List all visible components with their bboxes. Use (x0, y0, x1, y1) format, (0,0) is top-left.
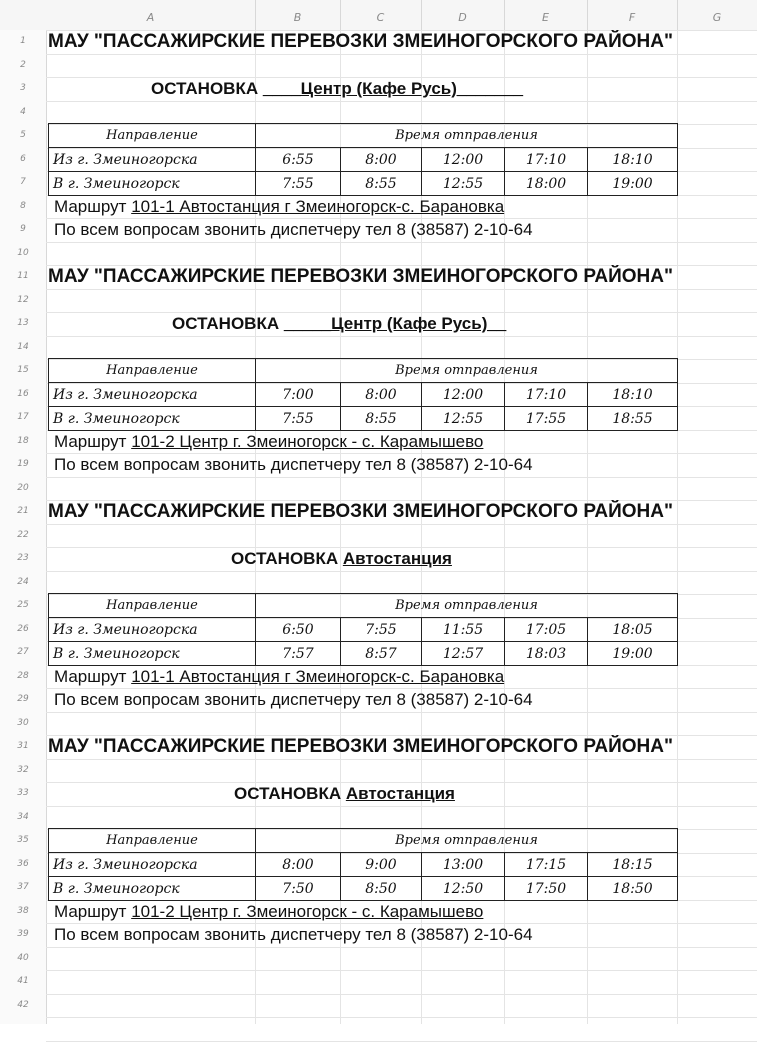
route-line (54, 195, 504, 219)
departure-time-cell[interactable]: 12:55 (422, 172, 505, 196)
direction-label: В г. Змеиногорск (49, 642, 256, 666)
departure-time-cell[interactable]: 6:50 (256, 618, 341, 642)
departure-time-cell[interactable]: 18:50 (588, 877, 678, 901)
dispatcher-contact: По всем вопросам звонить диспетчеру тел 8 (38587) 2-10-64 (54, 925, 533, 944)
row-header-29[interactable]: 29 (17, 694, 29, 704)
row-header-26[interactable]: 26 (17, 623, 29, 634)
departure-time-cell[interactable]: 17:15 (505, 853, 588, 877)
departure-time-cell[interactable]: 7:57 (256, 642, 341, 666)
departure-time-cell[interactable]: 11:55 (422, 618, 505, 642)
direction-label: В г. Змеиногорск (49, 407, 256, 431)
schedule-row-from-zmeinogorsk (49, 148, 678, 172)
route-line (54, 665, 504, 689)
departure-time-cell[interactable]: 12:00 (422, 148, 505, 172)
departure-time-cell[interactable]: 12:00 (422, 383, 505, 407)
row-header-11[interactable]: 11 (17, 271, 29, 281)
row-header-7[interactable]: 7 (20, 177, 26, 187)
row-header-17[interactable]: 17 (17, 412, 29, 422)
column-header-f[interactable]: F (628, 11, 636, 24)
departure-time-cell[interactable]: 8:50 (341, 877, 422, 901)
departure-time-cell[interactable]: 12:50 (422, 877, 505, 901)
departure-time-cell[interactable]: 19:00 (588, 642, 678, 666)
stop-label: ОСТАНОВКА (231, 549, 339, 568)
direction-label: Из г. Змеиногорска (49, 148, 256, 172)
row-header-25[interactable]: 25 (17, 600, 29, 610)
schedule-title: МАУ "ПАССАЖИРСКИЕ ПЕРЕВОЗКИ ЗМЕИНОГОРСКОГО РАЙОНА" (48, 736, 673, 757)
schedule-row-from-zmeinogorsk (49, 853, 678, 877)
row-header-33[interactable]: 33 (17, 788, 29, 798)
departure-time-cell[interactable]: 7:55 (341, 618, 422, 642)
row-header-20[interactable]: 20 (17, 482, 29, 493)
departure-time-cell[interactable]: 8:57 (341, 642, 422, 666)
schedule-row-to-zmeinogorsk (49, 172, 678, 196)
departure-time-header: Время отправления (256, 359, 678, 383)
column-header-bar (0, 0, 757, 31)
row-header-2[interactable]: 2 (20, 59, 26, 70)
departure-time-cell[interactable]: 6:55 (256, 148, 341, 172)
stop-name: ____Центр (Кафе Русь)_______ (262, 79, 524, 98)
schedule-table (48, 828, 678, 901)
row-header-5[interactable]: 5 (20, 130, 26, 140)
route-label: Маршрут (54, 431, 127, 451)
row-header-4[interactable]: 4 (20, 106, 26, 117)
stop-line (172, 312, 757, 336)
dispatcher-contact: По всем вопросам звонить диспетчеру тел 8 (38587) 2-10-64 (54, 455, 533, 474)
route-label: Маршрут (54, 901, 127, 921)
direction-label: Из г. Змеиногорска (49, 853, 256, 877)
departure-time-cell[interactable]: 8:00 (341, 383, 422, 407)
schedule-row-from-zmeinogorsk (49, 618, 678, 642)
row-header-18[interactable]: 18 (17, 435, 29, 446)
column-header-a[interactable]: A (146, 11, 155, 24)
schedule-table (48, 358, 678, 431)
direction-label: В г. Змеиногорск (49, 172, 256, 196)
departure-time-cell[interactable]: 17:50 (505, 877, 588, 901)
row-header-1[interactable]: 1 (20, 36, 26, 46)
row-header-30[interactable]: 30 (17, 717, 29, 728)
route-name: 101-2 Центр г. Змеиногорск - с. Карамышево (131, 431, 484, 451)
stop-name: Автостанция (345, 784, 455, 803)
departure-time-cell[interactable]: 17:05 (505, 618, 588, 642)
route-label: Маршрут (54, 196, 127, 216)
row-header-22[interactable]: 22 (17, 529, 29, 540)
column-header-g[interactable]: G (712, 11, 722, 24)
departure-time-cell[interactable]: 17:55 (505, 407, 588, 431)
row-header-31[interactable]: 31 (17, 741, 29, 751)
row-header-39[interactable]: 39 (17, 929, 29, 939)
row-header-10[interactable]: 10 (17, 247, 29, 258)
row-header-21[interactable]: 21 (17, 506, 29, 516)
row-header-14[interactable]: 14 (17, 341, 29, 352)
schedule-table (48, 593, 678, 666)
departure-time-cell[interactable]: 18:00 (505, 172, 588, 196)
schedule-row-to-zmeinogorsk (49, 642, 678, 666)
departure-time-cell[interactable]: 7:00 (256, 383, 341, 407)
departure-time-cell[interactable]: 13:00 (422, 853, 505, 877)
row-header-24[interactable]: 24 (17, 576, 29, 587)
departure-time-cell[interactable]: 18:15 (588, 853, 678, 877)
route-name: 101-1 Автостанция г Змеиногорск-с. Барановка (131, 196, 505, 216)
schedule-row-to-zmeinogorsk (49, 877, 678, 901)
departure-time-cell[interactable]: 9:00 (341, 853, 422, 877)
schedule-row-from-zmeinogorsk (49, 383, 678, 407)
row-header-28[interactable]: 28 (17, 670, 29, 681)
row-header-8[interactable]: 8 (20, 200, 26, 211)
route-name: 101-2 Центр г. Змеиногорск - с. Карамышево (131, 901, 484, 921)
departure-time-cell[interactable]: 18:10 (588, 148, 678, 172)
departure-time-cell[interactable]: 7:50 (256, 877, 341, 901)
departure-time-cell[interactable]: 8:00 (256, 853, 341, 877)
direction-header: Направление (49, 829, 256, 853)
row-header-19[interactable]: 19 (17, 459, 29, 469)
row-header-23[interactable]: 23 (17, 553, 29, 563)
route-name: 101-1 Автостанция г Змеиногорск-с. Барановка (131, 666, 505, 686)
direction-header: Направление (49, 359, 256, 383)
departure-time-header: Время отправления (256, 124, 678, 148)
route-line (54, 900, 483, 924)
dispatcher-contact: По всем вопросам звонить диспетчеру тел 8 (38587) 2-10-64 (54, 220, 533, 239)
row-header-42[interactable]: 42 (17, 999, 29, 1010)
row-header-9[interactable]: 9 (20, 224, 26, 234)
column-header-b[interactable]: B (293, 11, 302, 24)
direction-header: Направление (49, 594, 256, 618)
departure-time-cell[interactable]: 19:00 (588, 172, 678, 196)
row-header-13[interactable]: 13 (17, 318, 29, 328)
schedule-title: МАУ "ПАССАЖИРСКИЕ ПЕРЕВОЗКИ ЗМЕИНОГОРСКОГО РАЙОНА" (48, 501, 673, 522)
direction-label: Из г. Змеиногорска (49, 618, 256, 642)
departure-time-cell[interactable]: 8:55 (341, 172, 422, 196)
row-header-32[interactable]: 32 (17, 764, 29, 775)
row-header-40[interactable]: 40 (17, 952, 29, 963)
departure-time-cell[interactable]: 8:00 (341, 148, 422, 172)
row-header-37[interactable]: 37 (17, 882, 29, 892)
route-line (54, 430, 483, 454)
stop-name: Автостанция (342, 549, 452, 568)
departure-time-cell[interactable]: 7:55 (256, 172, 341, 196)
row-header-36[interactable]: 36 (17, 858, 29, 869)
schedule-table (48, 123, 678, 196)
departure-time-cell[interactable]: 7:55 (256, 407, 341, 431)
stop-label: ОСТАНОВКА (151, 79, 259, 98)
stop-label: ОСТАНОВКА (234, 784, 342, 803)
departure-time-cell[interactable]: 12:55 (422, 407, 505, 431)
departure-time-cell[interactable]: 18:55 (588, 407, 678, 431)
schedule-title: МАУ "ПАССАЖИРСКИЕ ПЕРЕВОЗКИ ЗМЕИНОГОРСКОГО РАЙОНА" (48, 266, 673, 287)
row-header-12[interactable]: 12 (17, 294, 29, 305)
departure-time-cell[interactable]: 8:55 (341, 407, 422, 431)
departure-time-cell[interactable]: 18:03 (505, 642, 588, 666)
direction-header: Направление (49, 124, 256, 148)
route-label: Маршрут (54, 666, 127, 686)
row-header-bar (0, 30, 47, 1024)
departure-time-cell[interactable]: 18:10 (588, 383, 678, 407)
departure-time-cell[interactable]: 17:10 (505, 383, 588, 407)
column-header-e[interactable]: E (542, 11, 549, 24)
row-header-27[interactable]: 27 (17, 647, 29, 657)
dispatcher-contact: По всем вопросам звонить диспетчеру тел 8 (38587) 2-10-64 (54, 690, 533, 709)
stop-line (151, 77, 751, 101)
departure-time-header: Время отправления (256, 594, 678, 618)
column-header-c[interactable]: C (376, 11, 385, 24)
row-header-6[interactable]: 6 (20, 153, 26, 164)
direction-label: Из г. Змеиногорска (49, 383, 256, 407)
stop-line (234, 782, 757, 806)
departure-time-cell[interactable]: 12:57 (422, 642, 505, 666)
stop-label: ОСТАНОВКА (172, 314, 280, 333)
stop-name: _____Центр (Кафе Русь)__ (283, 314, 507, 333)
column-header-d[interactable]: D (458, 11, 467, 24)
row-header-38[interactable]: 38 (17, 905, 29, 916)
departure-time-cell[interactable]: 17:10 (505, 148, 588, 172)
direction-label: В г. Змеиногорск (49, 877, 256, 901)
row-header-41[interactable]: 41 (17, 976, 29, 986)
stop-line (231, 547, 757, 571)
row-header-16[interactable]: 16 (17, 388, 29, 399)
schedule-row-to-zmeinogorsk (49, 407, 678, 431)
departure-time-cell[interactable]: 18:05 (588, 618, 678, 642)
schedule-title: МАУ "ПАССАЖИРСКИЕ ПЕРЕВОЗКИ ЗМЕИНОГОРСКОГО РАЙОНА" (48, 31, 673, 52)
departure-time-header: Время отправления (256, 829, 678, 853)
row-header-34[interactable]: 34 (17, 811, 29, 822)
row-header-15[interactable]: 15 (17, 365, 29, 375)
row-header-35[interactable]: 35 (17, 835, 29, 845)
row-header-3[interactable]: 3 (20, 83, 26, 93)
